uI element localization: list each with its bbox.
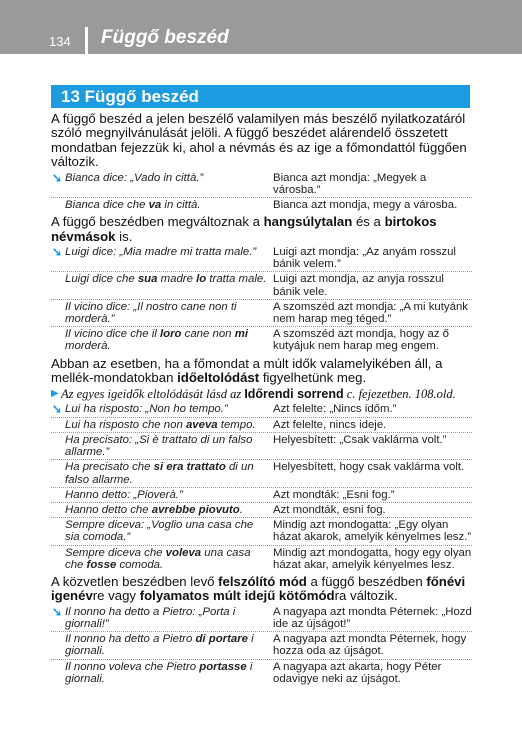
italian-text: Bianca dice: „Vado in città.”: [65, 171, 204, 184]
example-row: [51, 632, 472, 659]
hungarian-text: Luigi azt mondja, az anyja rosszul bánik vele.: [273, 273, 444, 298]
hungarian-text: A szomszéd azt mondja, hogy az ő kutyájuk nem harap meg engem.: [273, 328, 450, 353]
example-table-3: [51, 402, 472, 571]
hungarian-text: Helyesbített: „Csak vaklárma volt.”: [273, 433, 447, 446]
hungarian-text: A szomszéd azt mondja: „A mi kutyánk nem harap meg téged.”: [273, 300, 468, 326]
example-row: [51, 518, 472, 545]
page-number: 134: [49, 34, 71, 49]
hungarian-text: Azt felelte: „Nincs időm.”: [273, 403, 397, 416]
italian-text: Bianca dice che va in città.: [65, 199, 201, 212]
cross-reference-note: ▶ Az egyes igeidők eltolódását lásd az Időrendi sorrend c. fejezetben. 108.old.: [51, 387, 456, 402]
chapter-title: 13 Függő beszéd: [61, 87, 199, 106]
triangle-icon: ▶: [51, 388, 59, 400]
example-row: [51, 272, 472, 299]
hungarian-text: Mindig azt mondogatta, hogy egy olyan házat akar, amelyik kényelmes lesz.: [273, 546, 472, 571]
example-row: [51, 503, 472, 518]
running-title: Függő beszéd: [101, 27, 229, 48]
italian-text: Hanno detto che avrebbe piovuto.: [65, 503, 243, 516]
hungarian-text: Mindig azt mondogatta: „Egy olyan házat akarok, amelyik kényelmes lesz.”: [273, 519, 472, 544]
example-table-1: [51, 171, 472, 213]
arrow-icon: ➘: [52, 402, 63, 417]
hungarian-text: Bianca azt mondja, megy a városba.: [273, 199, 458, 212]
italian-text: Il vicino dice che il loro cane non mi morderà.: [65, 328, 248, 353]
hungarian-text: A nagyapa azt mondta Péternek: „Hozd ide az újságot!”: [273, 605, 472, 630]
example-row: [51, 433, 472, 460]
example-table-2: [51, 245, 472, 354]
italian-text: Luigi dice: „Mia madre mi tratta male.”: [65, 246, 257, 259]
paragraph-pronouns: A függő beszédben megváltoznak a hangsúlytalan és a birtokos névmások is.: [51, 214, 437, 244]
arrow-icon: ➘: [52, 170, 63, 185]
hungarian-text: Azt mondták: „Esni fog.”: [273, 488, 395, 501]
arrow-icon: ➘: [52, 604, 63, 619]
example-row: [51, 418, 472, 433]
example-row: [51, 245, 472, 272]
italian-text: Lui ha risposto che non aveva tempo.: [65, 418, 256, 431]
arrow-icon: ➘: [52, 245, 63, 260]
paragraph-tense-shift: Abban az esetben, ha a főmondat a múlt idők valamelyikében áll, a mellék-mondatokban időeltolódást figyelhetünk meg.: [51, 355, 443, 386]
hungarian-text: A nagyapa azt akarta, hogy Péter odavigye neki az újságot.: [273, 660, 442, 685]
hungarian-text: Helyesbített, hogy csak vaklárma volt.: [273, 461, 465, 474]
example-table-4: [51, 605, 472, 686]
example-row: [51, 660, 472, 686]
example-row: [51, 300, 472, 327]
page-content: [51, 112, 472, 686]
italian-text: Ha precisato: „Si è trattato di un falso allarme.”: [65, 433, 253, 459]
hungarian-text: Azt felelte, nincs ideje.: [273, 418, 387, 431]
header-divider: [85, 27, 88, 54]
italian-text: Il nonno ha detto a Pietro di portare i giornali.: [65, 633, 254, 658]
example-row: [51, 605, 472, 632]
hungarian-text: Bianca azt mondja: „Megyek a városba.”: [273, 171, 427, 196]
paragraph-intro: A függő beszéd a jelen beszélő valamilyen más beszélő nyilatkozatáról szóló megnyilvánulását jelöli. A függő beszédet alárendelő összetett mondatban fejezzük ki, ahol a névmás és az ige a főmondattól függően változik.: [51, 111, 467, 170]
example-row: [51, 198, 472, 212]
hungarian-text: Luigi azt mondja: „Az anyám rosszul bánik velem.”: [273, 246, 456, 271]
italian-text: Sempre diceva: „Voglio una casa che sia comoda.”: [65, 519, 254, 544]
example-row: [51, 402, 472, 417]
hungarian-text: Azt mondták, esni fog.: [273, 503, 386, 516]
chapter-heading-band: [51, 85, 470, 108]
example-row: [51, 327, 472, 353]
italian-text: Ha precisato che si era trattato di un falso allarme.: [65, 461, 254, 486]
italian-text: Hanno detto: „Pioverà.”: [65, 488, 183, 501]
example-row: [51, 171, 472, 198]
italian-text: Lui ha risposto: „Non ho tempo.”: [65, 403, 228, 416]
example-row: [51, 546, 472, 572]
italian-text: Il vicino dice: „Il nostro cane non ti morderà.”: [65, 300, 237, 326]
italian-text: Il nonno voleva che Pietro portasse i giornali.: [65, 660, 253, 685]
example-row: [51, 460, 472, 487]
header-band: [0, 0, 522, 54]
example-row: [51, 488, 472, 503]
italian-text: Sempre diceva che voleva una casa che fosse comoda.: [65, 546, 251, 571]
hungarian-text: A nagyapa azt mondta Péternek, hogy hozza oda az újságot.: [273, 633, 467, 658]
paragraph-imperative: A közvetlen beszédben levő felszólító mód a függő beszédben főnévi igenévre vagy folyamatos múlt idejű kötőmódra változik.: [51, 573, 466, 604]
italian-text: Luigi dice che sua madre lo tratta male.: [65, 273, 267, 286]
italian-text: Il nonno ha detto a Pietro: „Porta i giornali!”: [65, 605, 236, 630]
